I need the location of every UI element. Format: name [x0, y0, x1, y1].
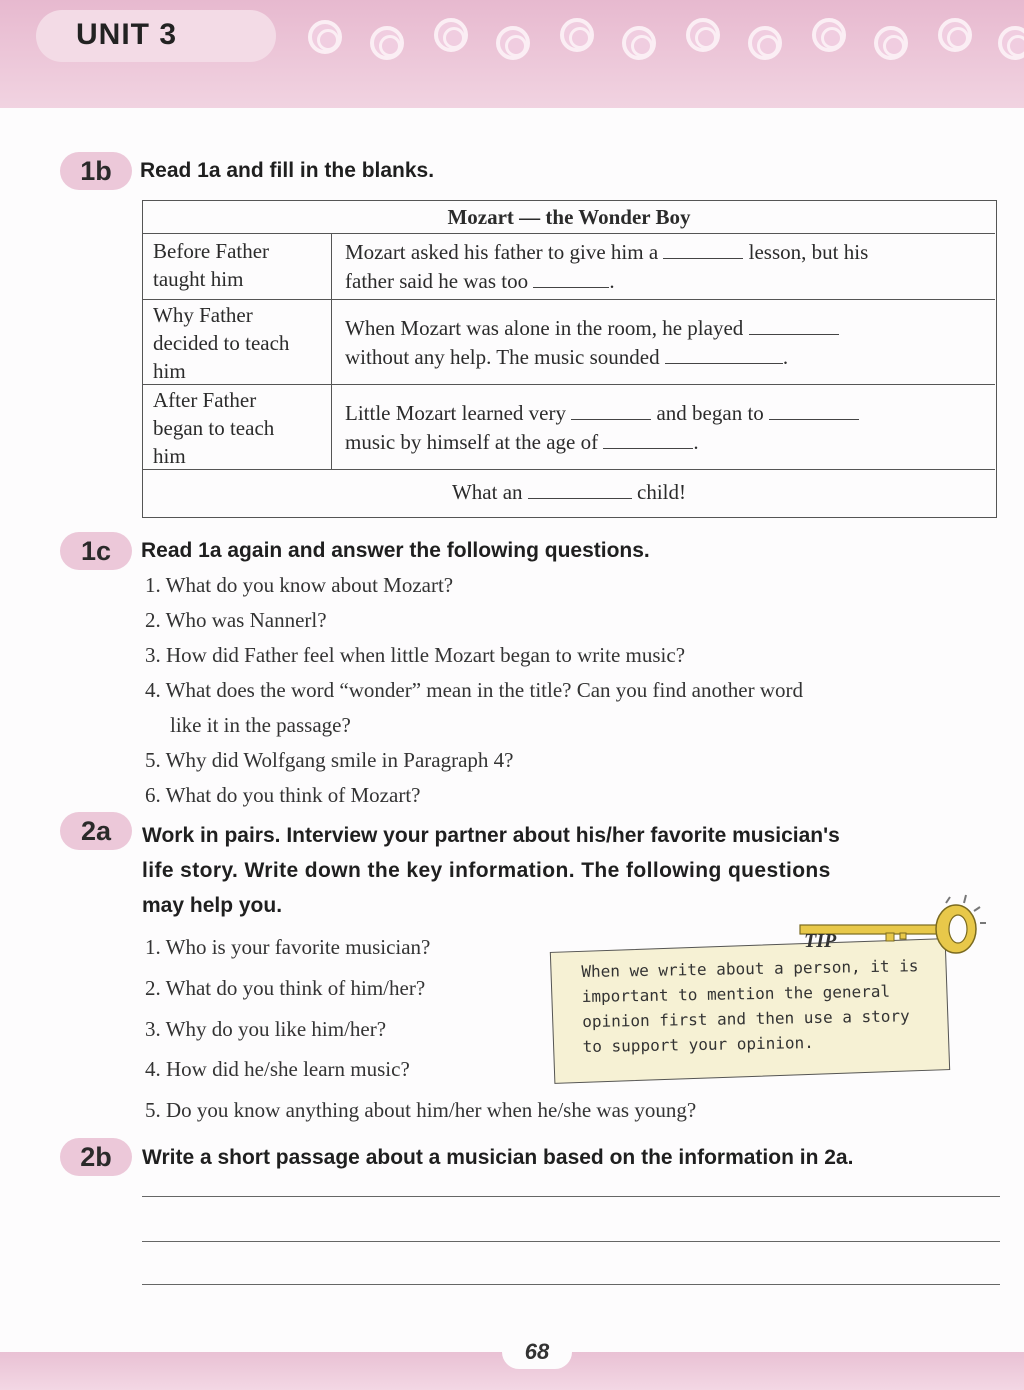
- row-label-line: him: [153, 359, 186, 383]
- row-text-line: Little Mozart learned very: [345, 401, 566, 425]
- fill-blank[interactable]: [749, 317, 839, 335]
- row-text-line: music by himself at the age of: [345, 430, 599, 454]
- section-title-line: may help you.: [142, 894, 283, 917]
- row-text: [345, 314, 985, 372]
- table-row: [143, 384, 995, 469]
- circle-decoration: [308, 20, 342, 54]
- tip-line: important to mention the general: [581, 981, 891, 1007]
- section-badge-1c: 1c: [60, 532, 132, 570]
- circle-decoration: [434, 18, 468, 52]
- row-text-line: Mozart asked his father to give him a: [345, 240, 659, 264]
- row-text-line: without any help. The music sounded: [345, 345, 660, 369]
- section-badge-2a: 2a: [60, 812, 132, 850]
- fill-blank[interactable]: [571, 402, 651, 420]
- circle-decoration: [560, 18, 594, 52]
- fill-blank[interactable]: [663, 241, 743, 259]
- question-1c: 3. How did Father feel when little Mozart began to write music?: [145, 643, 686, 667]
- row-label-line: Why Father: [153, 303, 253, 327]
- section-badge-1b: 1b: [60, 152, 132, 190]
- page-number: 68: [502, 1335, 572, 1369]
- tip-text: [581, 953, 933, 1059]
- footer-text: What an: [451, 480, 523, 504]
- section-title-line: life story. Write down the key information. The following questions: [142, 859, 831, 882]
- question-1c: 2. Who was Nannerl?: [145, 608, 327, 632]
- question-2a: 1. Who is your favorite musician?: [145, 935, 431, 959]
- row-label: [143, 300, 332, 384]
- row-label-line: decided to teach: [153, 331, 290, 355]
- tip-line: opinion first and then use a story: [582, 1006, 910, 1032]
- row-label-line: taught him: [153, 267, 244, 291]
- question-1c: 4. What does the word “wonder” mean in the title? Can you find another word: [145, 678, 804, 702]
- circle-decoration: [938, 18, 972, 52]
- fill-blank[interactable]: [533, 270, 609, 288]
- question-1c: 5. Why did Wolfgang smile in Paragraph 4?: [145, 748, 514, 772]
- circle-decoration: [812, 18, 846, 52]
- question-1c: 1. What do you know about Mozart?: [145, 573, 454, 597]
- table-footer: [143, 480, 995, 505]
- tip-label: TIP: [804, 930, 837, 952]
- circle-decoration: [622, 26, 656, 60]
- fill-blank[interactable]: [603, 431, 693, 449]
- row-text-line: father said he was too: [345, 269, 529, 293]
- question-2a: 2. What do you think of him/her?: [145, 976, 426, 1000]
- table-footer-row: [143, 469, 995, 517]
- writing-line[interactable]: [142, 1196, 1000, 1197]
- decorative-circles: [308, 18, 1024, 58]
- circle-decoration: [686, 18, 720, 52]
- tip-line: to support your opinion.: [582, 1033, 814, 1057]
- writing-line[interactable]: [142, 1284, 1000, 1285]
- circle-decoration: [496, 26, 530, 60]
- circle-decoration: [370, 26, 404, 60]
- row-text-line: .: [782, 345, 789, 369]
- question-2a: 3. Why do you like him/her?: [145, 1017, 387, 1041]
- question-1c: 6. What do you think of Mozart?: [145, 783, 421, 807]
- section-title-2b: Write a short passage about a musician based on the information in 2a.: [142, 1146, 854, 1169]
- fill-blank[interactable]: [769, 402, 859, 420]
- circle-decoration: [998, 26, 1024, 60]
- header-band: [0, 0, 1024, 108]
- section-title-1c: Read 1a again and answer the following questions.: [141, 539, 650, 562]
- row-text-line: lesson, but his: [748, 240, 869, 264]
- question-2a: 4. How did he/she learn music?: [145, 1057, 410, 1081]
- mozart-table: [142, 200, 997, 518]
- section-title-line: Work in pairs. Interview your partner about his/her favorite musician's: [142, 824, 840, 847]
- row-label: [143, 234, 332, 299]
- section-badge-2b: 2b: [60, 1138, 132, 1176]
- circle-decoration: [874, 26, 908, 60]
- table-row: [143, 299, 995, 384]
- table-row: [143, 233, 995, 299]
- row-text: [345, 238, 985, 296]
- question-1c-continued: like it in the passage?: [170, 713, 351, 737]
- section-title-1b: Read 1a and fill in the blanks.: [140, 159, 435, 182]
- unit-title: UNIT 3: [76, 18, 178, 51]
- row-text-line: .: [609, 269, 615, 293]
- question-2a: 5. Do you know anything about him/her when he/she was young?: [145, 1098, 697, 1122]
- fill-blank[interactable]: [665, 346, 783, 364]
- table-title: Mozart — the Wonder Boy: [447, 205, 691, 229]
- section-title-2a: [142, 818, 840, 923]
- row-text-line: When Mozart was alone in the room, he played: [345, 316, 744, 340]
- row-label-line: After Father: [153, 388, 257, 412]
- row-text-line: .: [693, 430, 699, 454]
- row-label-line: Before Father: [153, 239, 270, 263]
- row-label-line: him: [153, 444, 186, 468]
- row-label: [143, 385, 332, 469]
- writing-line[interactable]: [142, 1241, 1000, 1242]
- row-text-line: and began to: [656, 401, 764, 425]
- circle-decoration: [748, 26, 782, 60]
- row-label-line: began to teach: [153, 416, 275, 440]
- fill-blank[interactable]: [528, 481, 632, 499]
- row-text: [345, 399, 985, 457]
- tip-line: When we write about a person, it is: [581, 956, 919, 982]
- footer-text: child!: [637, 480, 687, 504]
